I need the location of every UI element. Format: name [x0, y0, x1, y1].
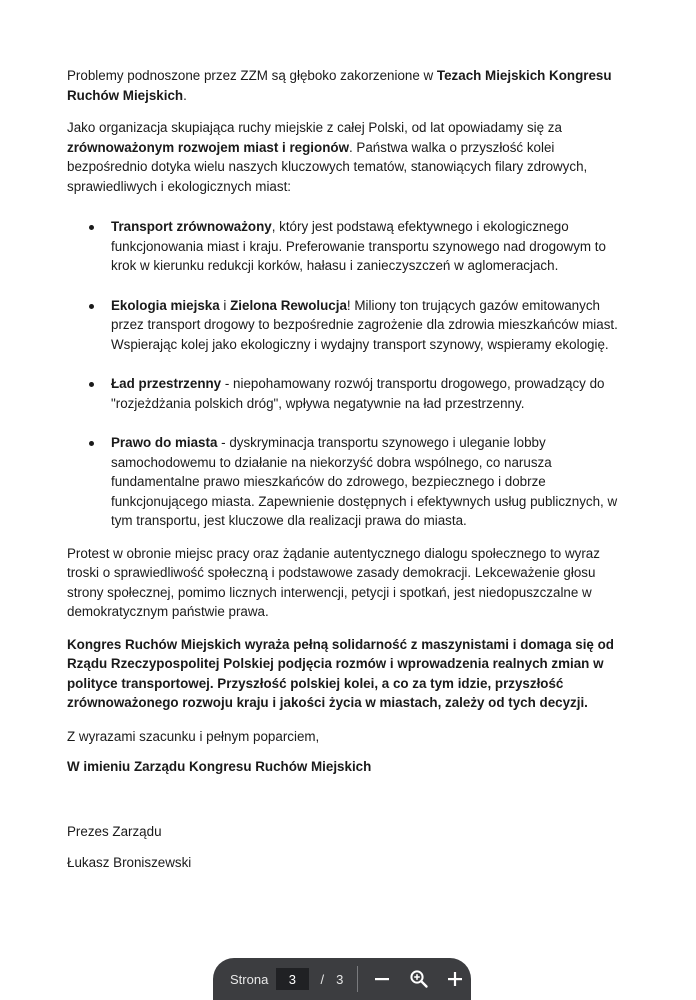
list-item — [67, 296, 627, 355]
bullet-icon — [89, 304, 94, 309]
zoom-icon — [409, 969, 429, 989]
list-item — [67, 217, 627, 276]
bullet-icon — [89, 225, 94, 230]
text: . Państwa walka o przyszłość kolei bezpośrednio dotyka wielu naszych kluczowych tematów, stanowiących filary zdrowych, sprawiedliwych i ekologicznych miast: — [67, 139, 588, 194]
total-pages: 3 — [336, 971, 344, 987]
signatory-name: Łukasz Broniszewski — [67, 855, 192, 870]
bullet-icon — [89, 382, 94, 387]
text: - dyskryminacja transportu szynowego i uleganie lobby samochodowemu to działanie na niekorzyść dobra wspólnego, co narusza fundamentalne prawo mieszkańców do zdrowego, bezpiecznego i dobrze funkcjonującego miasta. Zapewnienie dostępnych i efektywnych usług publicznych, w tym transportu, jest kluczowe dla realizacji prawa do miasta. — [111, 435, 618, 528]
bold-text: Zielona Rewolucja — [230, 297, 347, 313]
minus-icon — [374, 971, 390, 987]
bold-text: Prawo do miasta — [111, 435, 218, 450]
board-signature: W imieniu Zarządu Kongresu Ruchów Miejskich — [67, 759, 372, 774]
text: , który jest podstawą efektywnego i ekologicznego funkcjonowania miast i kraju. Preferowanie transportu szynowego nad drogowym to krok w kierunku redukcji korków, hałasu i zanieczyszczeń w aglomeracjach. — [111, 219, 606, 273]
paragraph-solidarity — [67, 635, 627, 713]
topic-list — [67, 217, 627, 531]
zoom-out-button[interactable] — [366, 962, 398, 996]
text: Jako organizacja skupiająca ruchy miejskie z całej Polski, od lat opowiadamy się za — [67, 120, 562, 135]
page-separator: / — [320, 971, 325, 987]
bold-text: Ład przestrzenny — [111, 376, 222, 391]
list-item — [67, 433, 627, 531]
toolbar-divider — [357, 966, 358, 992]
pdf-page-toolbar — [213, 958, 471, 1000]
closing-line: Z wyrazami szacunku i pełnym poparciem, — [67, 729, 320, 744]
text: ! Miliony ton trujących gazów emitowanych przez transport drogowy to bezpośrednie zagrożenie dla zdrowia mieszkańców miast. Wspierając kolej jako ekologiczny i wydajny transport szynowy, wspieramy ekologię. — [111, 297, 618, 352]
page-number-input[interactable]: 3 — [276, 968, 308, 990]
signatory-role: Prezes Zarządu — [67, 824, 162, 839]
bold-text: Ekologia miejska — [111, 297, 220, 313]
text: - niepohamowany rozwój transportu drogowego, prowadzący do "rozjeżdżania polskich dróg", wpływa negatywnie na ład przestrzenny. — [111, 376, 605, 411]
list-item — [67, 374, 627, 413]
text: . — [183, 87, 187, 103]
plus-icon — [447, 971, 463, 987]
paragraph-intro — [67, 66, 627, 105]
text: Problemy podnoszone przez ZZM są głęboko zakorzenione w — [67, 68, 437, 83]
page-label: Strona — [230, 971, 269, 987]
bold-text: Tezach Miejskich Kongresu Ruchów Miejskich — [67, 68, 612, 103]
zoom-reset-button[interactable] — [403, 962, 435, 996]
bold-text: Kongres Ruchów Miejskich wyraża pełną solidarność z maszynistami i domaga się od Rządu Rzeczypospolitej Polskiej podjęcia rozmów i wprowadzenia realnych zmian w polityce transportowej. Przyszłość polskiej kolei, a co za tym idzie, przyszłość zrównoważonego rozwoju kraju i jakości życia w miastach, zależy od tych decyzji. — [67, 636, 614, 710]
document-body — [67, 66, 627, 726]
bullet-icon — [89, 441, 94, 446]
text: i — [219, 297, 231, 313]
zoom-in-button[interactable] — [439, 962, 471, 996]
bold-text: zrównoważonym rozwojem miast i regionów — [67, 139, 349, 155]
paragraph-organization — [67, 118, 627, 196]
bold-text: Transport zrównoważony — [111, 219, 272, 234]
paragraph-protest: Protest w obronie miejsc pracy oraz żądanie autentycznego dialogu społecznego to wyraz troski o sprawiedliwość społeczną i podstawowe zasady demokracji. Lekceważenie głosu strony społecznej, pomimo licznych interwencji, petycji i spotkań, jest niedopuszczalne w demokratycznym państwie prawa. — [67, 545, 600, 619]
